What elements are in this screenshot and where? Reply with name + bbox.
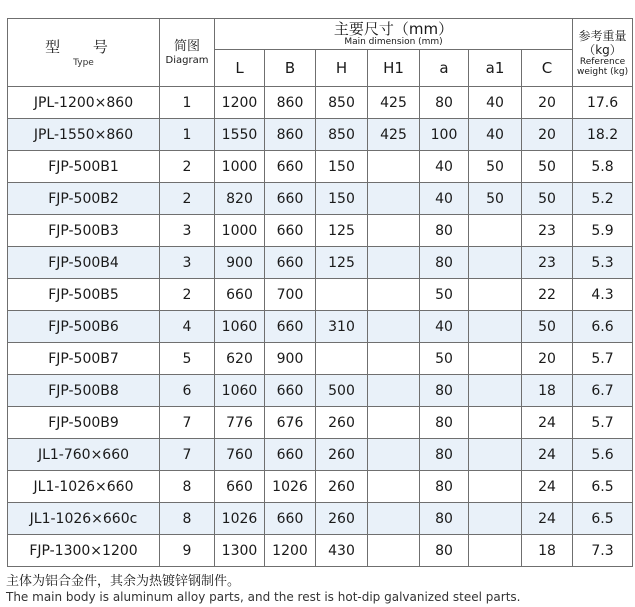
cell-a: 80 [420, 375, 469, 407]
cell-h1 [368, 247, 420, 279]
cell-diagram: 3 [160, 215, 215, 247]
cell-l: 820 [215, 183, 265, 215]
header-diagram-cn: 简图 [173, 38, 200, 54]
cell-diagram: 3 [160, 247, 215, 279]
cell-weight: 6.5 [573, 503, 633, 535]
cell-c: 24 [522, 439, 573, 471]
cell-a: 80 [420, 535, 469, 567]
cell-a: 80 [420, 87, 469, 119]
header-weight [573, 19, 633, 87]
cell-a: 80 [420, 471, 469, 503]
cell-c: 18 [522, 375, 573, 407]
cell-c: 23 [522, 247, 573, 279]
cell-c: 50 [522, 183, 573, 215]
cell-h: 125 [316, 215, 368, 247]
cell-l: 660 [215, 471, 265, 503]
cell-type: FJP-500B8 [8, 375, 160, 407]
cell-h: 260 [316, 439, 368, 471]
cell-diagram: 4 [160, 311, 215, 343]
cell-a1 [469, 311, 522, 343]
cell-b: 860 [265, 119, 316, 151]
cell-l: 760 [215, 439, 265, 471]
cell-a: 80 [420, 439, 469, 471]
table-row [8, 375, 633, 407]
cell-a1 [469, 407, 522, 439]
cell-l: 1060 [215, 311, 265, 343]
cell-weight: 5.3 [573, 247, 633, 279]
cell-type: FJP-500B1 [8, 151, 160, 183]
cell-type: JL1-1026×660 [8, 471, 160, 503]
cell-a1: 40 [469, 119, 522, 151]
cell-h [316, 343, 368, 375]
cell-h1 [368, 151, 420, 183]
table-row [8, 503, 633, 535]
cell-l: 776 [215, 407, 265, 439]
cell-c: 20 [522, 343, 573, 375]
header-dim-h1: H1 [368, 50, 420, 87]
cell-b: 660 [265, 439, 316, 471]
cell-h: 125 [316, 247, 368, 279]
cell-weight: 4.3 [573, 279, 633, 311]
footnote-cn: 主体为铝合金件，其余为热镀锌钢制件。 [6, 574, 241, 589]
cell-weight: 5.6 [573, 439, 633, 471]
cell-b: 700 [265, 279, 316, 311]
cell-h1 [368, 503, 420, 535]
cell-a: 80 [420, 503, 469, 535]
header-dim-a: a [420, 50, 469, 87]
cell-diagram: 1 [160, 87, 215, 119]
cell-h1 [368, 183, 420, 215]
cell-h1 [368, 215, 420, 247]
cell-type: JPL-1550×860 [8, 119, 160, 151]
table-row [8, 471, 633, 503]
cell-h: 850 [316, 119, 368, 151]
cell-a1 [469, 439, 522, 471]
cell-type: FJP-1300×1200 [8, 535, 160, 567]
cell-h1 [368, 439, 420, 471]
cell-a1: 40 [469, 87, 522, 119]
cell-a1: 50 [469, 183, 522, 215]
cell-weight: 5.8 [573, 151, 633, 183]
cell-c: 50 [522, 151, 573, 183]
cell-diagram: 2 [160, 183, 215, 215]
cell-b: 660 [265, 375, 316, 407]
table-row [8, 439, 633, 471]
cell-type: FJP-500B9 [8, 407, 160, 439]
header-dim-b: B [265, 50, 316, 87]
header-main-dimension [215, 19, 573, 50]
cell-h1 [368, 343, 420, 375]
cell-l: 1300 [215, 535, 265, 567]
cell-h: 150 [316, 183, 368, 215]
cell-weight: 18.2 [573, 119, 633, 151]
cell-c: 24 [522, 407, 573, 439]
cell-a: 80 [420, 247, 469, 279]
cell-weight: 5.9 [573, 215, 633, 247]
cell-a: 40 [420, 183, 469, 215]
cell-diagram: 1 [160, 119, 215, 151]
cell-c: 24 [522, 471, 573, 503]
cell-a: 80 [420, 215, 469, 247]
table-row [8, 343, 633, 375]
cell-h1 [368, 375, 420, 407]
cell-h1: 425 [368, 87, 420, 119]
table-row [8, 151, 633, 183]
cell-l: 1200 [215, 87, 265, 119]
cell-diagram: 5 [160, 343, 215, 375]
header-dim-c: C [522, 50, 573, 87]
footnote [6, 574, 631, 605]
spec-table [7, 18, 633, 567]
cell-c: 23 [522, 215, 573, 247]
cell-b: 660 [265, 151, 316, 183]
cell-type: JL1-760×660 [8, 439, 160, 471]
cell-l: 660 [215, 279, 265, 311]
table-body [8, 87, 633, 567]
cell-a1 [469, 247, 522, 279]
header-dim-a1: a1 [469, 50, 522, 87]
cell-c: 22 [522, 279, 573, 311]
cell-a1 [469, 535, 522, 567]
cell-b: 660 [265, 215, 316, 247]
cell-h: 260 [316, 407, 368, 439]
header-weight-cn: 参考重量 [578, 28, 627, 43]
header-weight-unit: （kg） [583, 42, 622, 57]
cell-h1 [368, 471, 420, 503]
cell-h: 500 [316, 375, 368, 407]
cell-diagram: 6 [160, 375, 215, 407]
table-row [8, 87, 633, 119]
header-main-dimension-en: Main dimension (mm) [344, 37, 443, 47]
cell-type: FJP-500B3 [8, 215, 160, 247]
cell-h: 430 [316, 535, 368, 567]
table-row [8, 407, 633, 439]
cell-type: FJP-500B5 [8, 279, 160, 311]
cell-diagram: 2 [160, 151, 215, 183]
cell-type: FJP-500B6 [8, 311, 160, 343]
cell-weight: 5.7 [573, 343, 633, 375]
cell-l: 1026 [215, 503, 265, 535]
table-row [8, 183, 633, 215]
cell-a: 50 [420, 279, 469, 311]
cell-b: 900 [265, 343, 316, 375]
cell-diagram: 7 [160, 407, 215, 439]
cell-b: 660 [265, 183, 316, 215]
table-row [8, 311, 633, 343]
table-row [8, 247, 633, 279]
cell-b: 660 [265, 247, 316, 279]
cell-weight: 6.5 [573, 471, 633, 503]
cell-weight: 6.7 [573, 375, 633, 407]
cell-h1 [368, 407, 420, 439]
cell-h: 260 [316, 503, 368, 535]
header-diagram [160, 19, 215, 87]
cell-h: 850 [316, 87, 368, 119]
table-row [8, 535, 633, 567]
cell-h1 [368, 279, 420, 311]
table-row [8, 279, 633, 311]
header-weight-en-2: weight (kg) [576, 66, 629, 77]
cell-a1 [469, 471, 522, 503]
cell-a: 40 [420, 311, 469, 343]
header-type-cn: 型 号 [45, 37, 122, 56]
cell-l: 1550 [215, 119, 265, 151]
cell-a: 40 [420, 151, 469, 183]
cell-type: JL1-1026×660c [8, 503, 160, 535]
table-row [8, 215, 633, 247]
footnote-en: The main body is aluminum alloy parts, and the rest is hot-dip galvanized steel parts. [6, 590, 521, 604]
cell-type: FJP-500B4 [8, 247, 160, 279]
cell-c: 24 [522, 503, 573, 535]
cell-weight: 5.2 [573, 183, 633, 215]
header-type-en: Type [73, 57, 94, 68]
cell-weight: 6.6 [573, 311, 633, 343]
cell-a1 [469, 375, 522, 407]
cell-l: 1000 [215, 215, 265, 247]
table-row [8, 119, 633, 151]
header-dim-l: L [215, 50, 265, 87]
cell-h: 260 [316, 471, 368, 503]
cell-a: 100 [420, 119, 469, 151]
cell-a1 [469, 343, 522, 375]
cell-c: 20 [522, 87, 573, 119]
cell-h1 [368, 311, 420, 343]
cell-a1: 50 [469, 151, 522, 183]
cell-l: 620 [215, 343, 265, 375]
cell-b: 676 [265, 407, 316, 439]
cell-weight: 17.6 [573, 87, 633, 119]
cell-diagram: 9 [160, 535, 215, 567]
cell-c: 18 [522, 535, 573, 567]
cell-c: 50 [522, 311, 573, 343]
cell-h [316, 279, 368, 311]
cell-type: FJP-500B2 [8, 183, 160, 215]
header-type [8, 19, 160, 87]
cell-b: 860 [265, 87, 316, 119]
cell-l: 1000 [215, 151, 265, 183]
cell-type: JPL-1200×860 [8, 87, 160, 119]
cell-b: 1200 [265, 535, 316, 567]
cell-weight: 7.3 [573, 535, 633, 567]
cell-h1 [368, 535, 420, 567]
header-weight-en-1: Reference [579, 56, 626, 67]
cell-a1 [469, 215, 522, 247]
cell-a1 [469, 503, 522, 535]
cell-diagram: 8 [160, 503, 215, 535]
cell-a: 80 [420, 407, 469, 439]
cell-h1: 425 [368, 119, 420, 151]
cell-diagram: 7 [160, 439, 215, 471]
cell-weight: 5.7 [573, 407, 633, 439]
cell-diagram: 2 [160, 279, 215, 311]
cell-c: 20 [522, 119, 573, 151]
header-diagram-en: Diagram [165, 54, 209, 66]
cell-a: 50 [420, 343, 469, 375]
cell-a1 [469, 279, 522, 311]
cell-b: 1026 [265, 471, 316, 503]
cell-diagram: 8 [160, 471, 215, 503]
cell-b: 660 [265, 503, 316, 535]
cell-h: 150 [316, 151, 368, 183]
cell-h: 310 [316, 311, 368, 343]
header-dim-h: H [316, 50, 368, 87]
cell-l: 1060 [215, 375, 265, 407]
cell-b: 660 [265, 311, 316, 343]
header-main-dimension-cn: 主要尺寸（mm） [333, 20, 454, 38]
cell-l: 900 [215, 247, 265, 279]
cell-type: FJP-500B7 [8, 343, 160, 375]
